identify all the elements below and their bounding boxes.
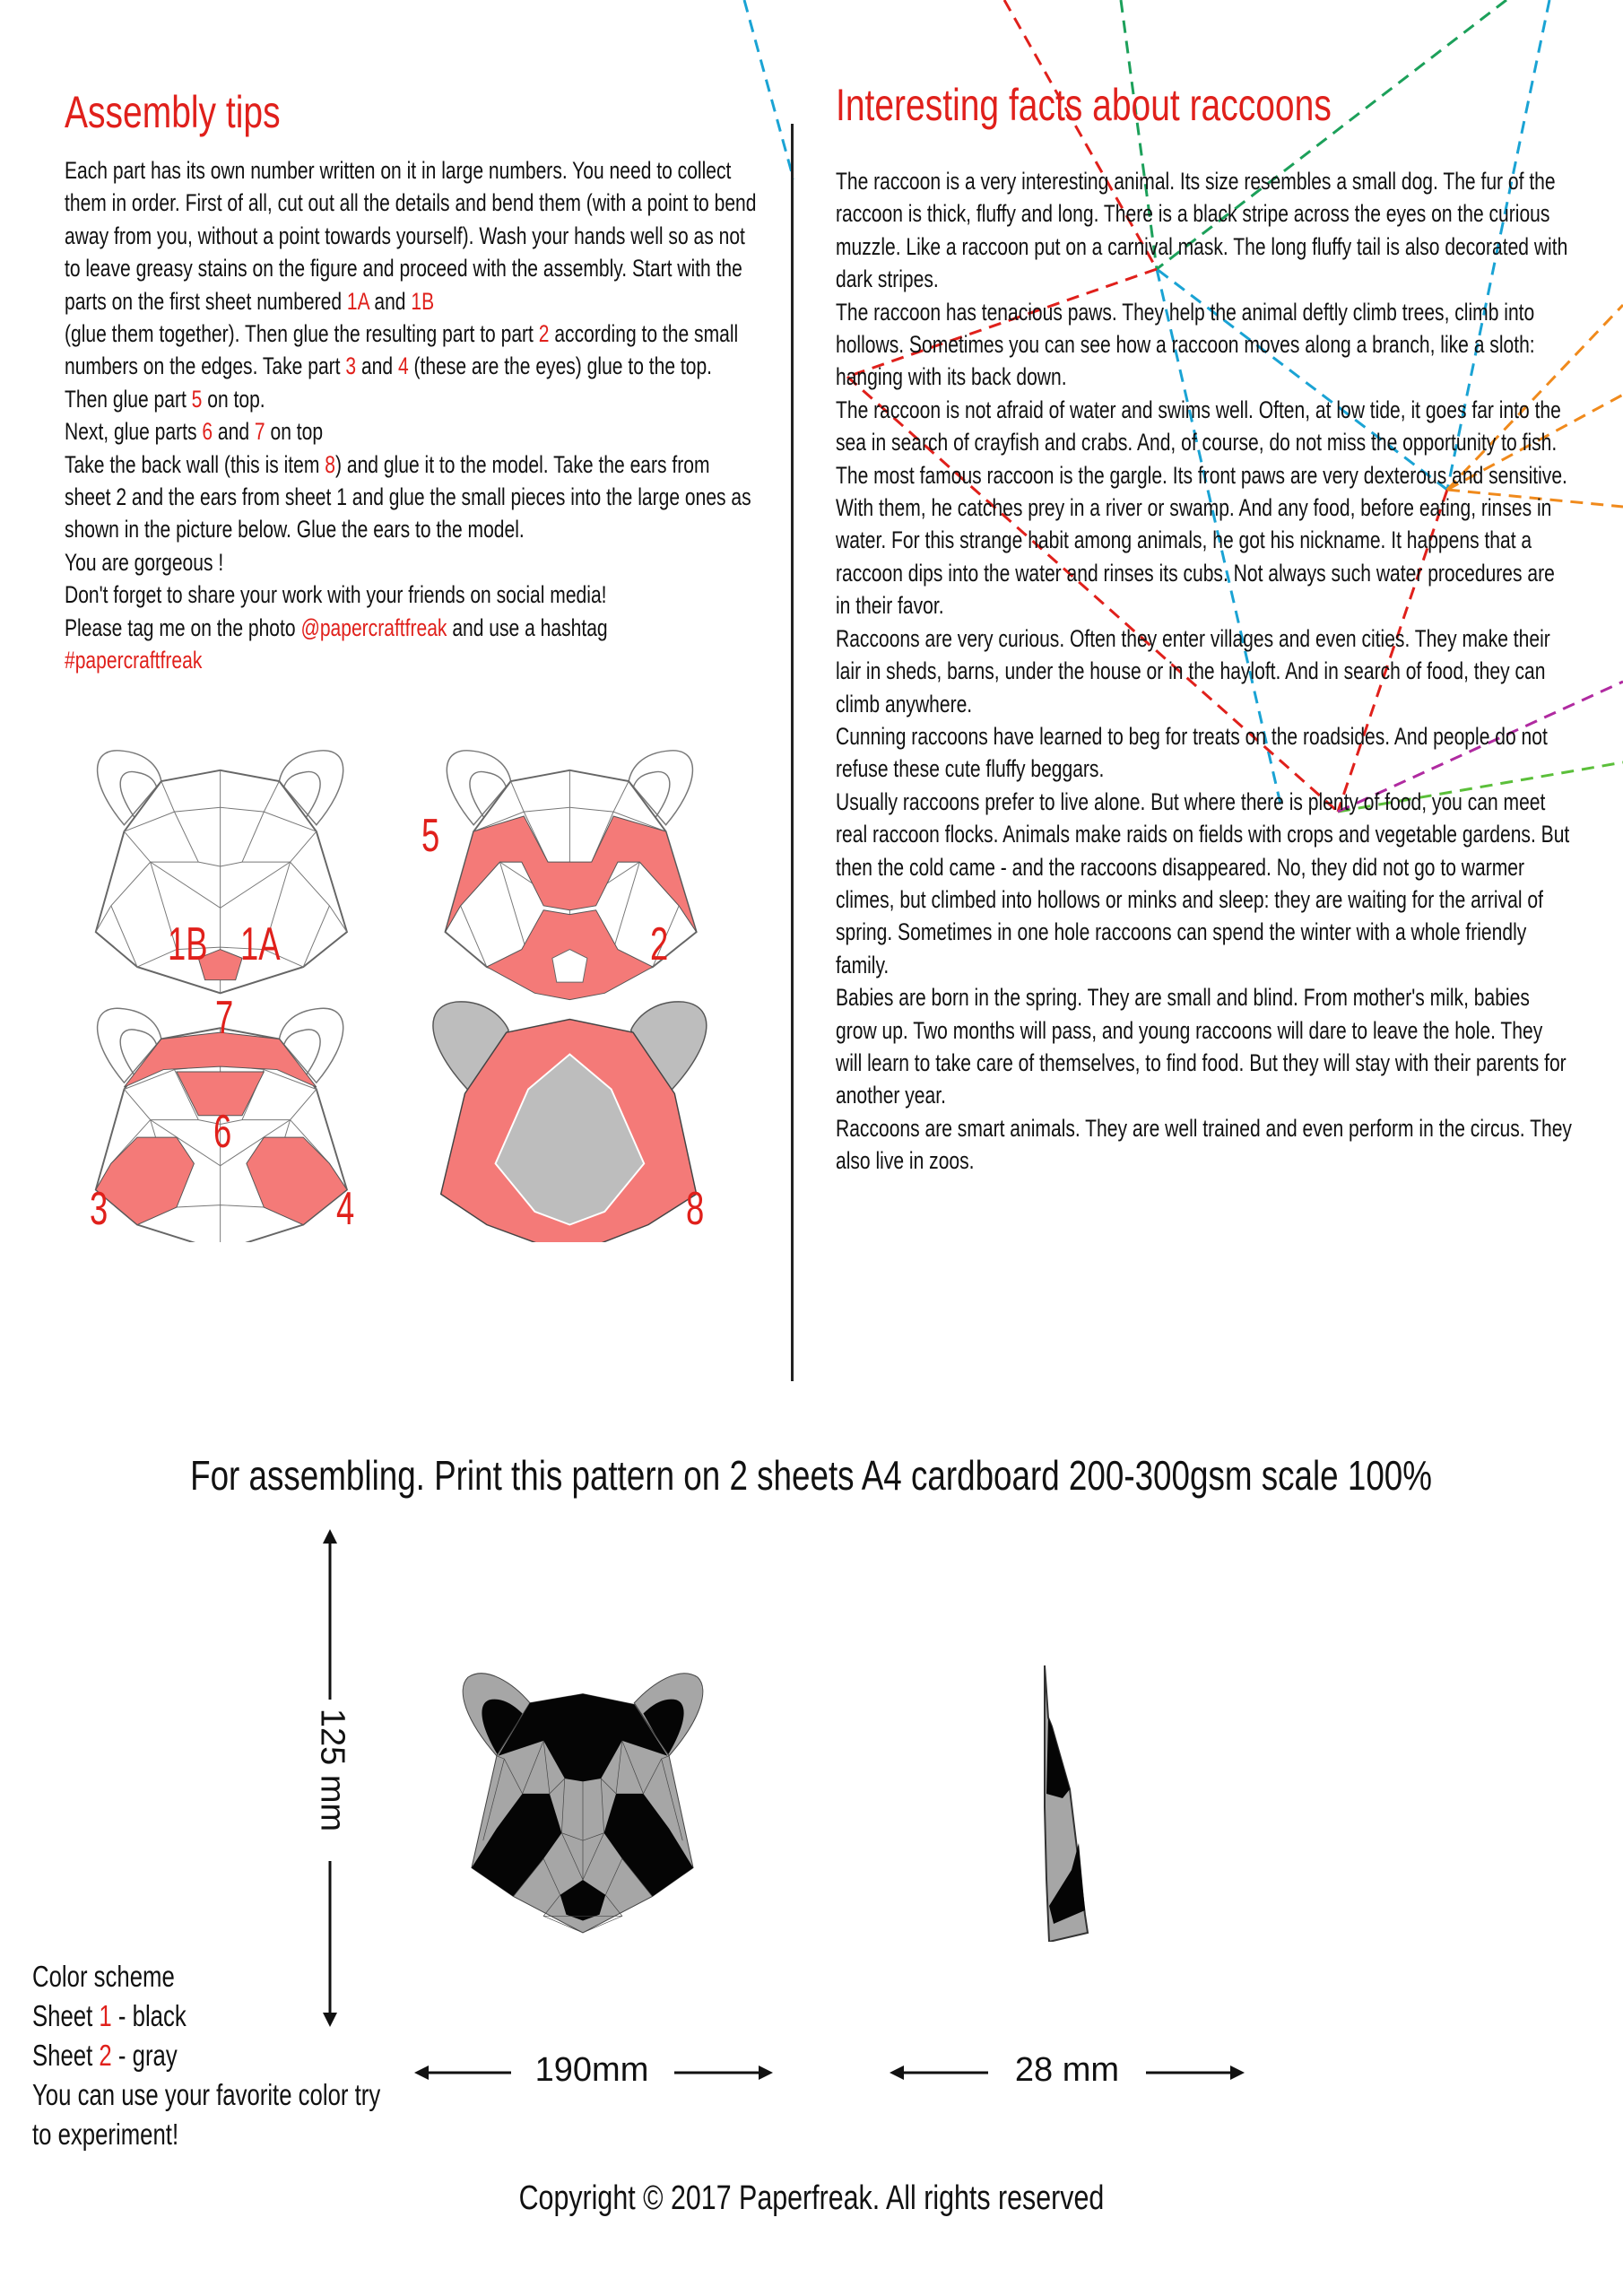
highlighted-number: 4	[397, 352, 409, 380]
label-part-3: 3	[90, 1183, 108, 1235]
instruction-paragraph	[65, 317, 757, 383]
label-part-6: 6	[213, 1106, 232, 1158]
text-segment: ) and glue it to the model. Take the ears from sheet 2 and the ears from sheet 1 and glue the small pieces into the large ones as shown in the picture below. Glue the ears to the model.	[65, 450, 751, 544]
diagram-part-8	[433, 1002, 707, 1242]
fact-paragraph: Raccoons are very curious. Often they enter villages and even cities. They make their lair in sheds, barns, under the house or in the hayloft. And in search of food, they can climb anywhere.	[836, 624, 1550, 718]
copyright-text: Copyright © 2017 Paperfreak. All rights reserved	[518, 2179, 1105, 2217]
text-segment: Then glue part	[65, 385, 192, 413]
text-segment: You are gorgeous !	[65, 548, 224, 576]
text-segment: (these are the eyes) glue to the top.	[408, 352, 713, 380]
sheet-1-color	[32, 1996, 396, 2036]
color-scheme	[32, 1957, 396, 2154]
raccoon-front-view	[386, 1668, 780, 1937]
label-part-8: 8	[686, 1183, 705, 1235]
fact-paragraph: Raccoons are smart animals. They are well trained and even perform in the circus. They also live in zoos.	[836, 1114, 1572, 1175]
highlighted-number: 1	[99, 1999, 112, 2032]
highlighted-number: 3	[345, 352, 357, 380]
text-segment: and	[369, 287, 412, 315]
instruction-paragraph	[65, 383, 757, 415]
highlighted-number: #papercraftfreak	[65, 647, 203, 674]
instruction-paragraph	[65, 154, 757, 317]
instruction-paragraph	[65, 612, 757, 644]
text-segment: - black	[111, 1999, 187, 2032]
text-segment: (glue them together). Then glue the resulting part to part	[65, 320, 539, 348]
text-segment: according to the small numbers on the edges. Take part	[65, 320, 739, 380]
text-segment: Sheet	[32, 2039, 100, 2072]
copyright	[0, 2179, 1623, 2218]
pattern-heading	[0, 1451, 1623, 1500]
color-scheme-note: You can use your favorite color try to experiment!	[32, 2078, 381, 2151]
assembly-instructions	[65, 154, 757, 677]
fact-paragraph: The most famous raccoon is the gargle. Its front paws are very dexterous and sensitive. With them, he catches prey in a river or swamp. And any food, before eating, rinses in water. For this strange habit among animals, he got his nickname. It happens that a raccoon dips into the water and rinses its cubs. Not always such water procedures are in their favor.	[836, 461, 1567, 620]
highlighted-number: 7	[254, 418, 265, 446]
instruction-paragraph	[65, 578, 757, 611]
text-segment: - gray	[111, 2039, 178, 2072]
instruction-paragraph	[65, 644, 757, 676]
assembly-tips-title: Assembly tips	[65, 87, 281, 137]
depth-label: 28 mm	[1014, 2051, 1120, 2089]
text-segment: Next, glue parts	[65, 418, 203, 446]
highlighted-number: 5	[191, 385, 203, 413]
instruction-paragraph	[65, 546, 757, 578]
text-segment: Take the back wall (this is item	[65, 450, 325, 478]
fact-paragraph: The raccoon is a very interesting animal. Its size resembles a small dog. The fur of the raccoon is thick, fluffy and long. There is a black stripe across the eyes on the curious muzzle. Like a raccoon put on a carnival mask. The long fluffy tail is also decorated with dark stripes.	[836, 168, 1568, 293]
label-part-7: 7	[215, 992, 234, 1044]
fact-paragraph: Cunning raccoons have learned to beg for treats on the roadsides. And people do not refuse these cute fluffy beggars.	[836, 722, 1548, 783]
label-part-5: 5	[421, 810, 440, 862]
column-divider	[791, 124, 794, 1381]
instruction-paragraph	[65, 448, 757, 546]
label-part-4: 4	[336, 1183, 355, 1235]
highlighted-number: 8	[325, 450, 335, 478]
fact-paragraph: The raccoon has tenacious paws. They help the animal deftly climb trees, climb into hollows. Sometimes you can see how a raccoon moves along a branch, like a sloth: hanging with its back down.	[836, 298, 1535, 391]
text-segment: Don't forget to share your work with your friends on social media!	[65, 581, 607, 609]
text-segment: on top	[265, 418, 324, 446]
label-part-1b: 1B	[168, 918, 208, 970]
text-segment: Each part has its own number written on it in large numbers. You need to collect them in order. First of all, cut out all the details and bend them (with a point to bend away from you, without a point towards yourself). Wash your hands well so as not to leave greasy stains on the figure and proceed with the assembly. Start with the parts on the first sheet numbered	[65, 157, 757, 315]
pattern-heading-text: For assembling. Print this pattern on 2 sheets A4 cardboard 200-300gsm scale 100%	[190, 1452, 1433, 1499]
height-label: 125 mm	[313, 1708, 352, 1832]
fact-paragraph: Babies are born in the spring. They are small and blind. From mother's milk, babies grow up. Two months will pass, and young raccoons will dare to leave the hole. They will learn to take care of themselves, to find food. But they will stay with their parents for another year.	[836, 984, 1567, 1109]
raccoon-side-view	[1036, 1664, 1107, 1942]
text-segment: and	[356, 352, 398, 380]
highlighted-number: @papercraftfreak	[300, 613, 447, 641]
text-segment: Sheet	[32, 1999, 100, 2032]
facts-title: Interesting facts about raccoons	[836, 80, 1332, 130]
highlighted-number: 2	[99, 2039, 112, 2072]
highlighted-number: 1B	[411, 287, 435, 315]
text-segment: and use a hashtag	[447, 613, 608, 641]
sheet-2-color	[32, 2036, 396, 2075]
highlighted-number: 1A	[346, 287, 369, 315]
fact-paragraph: Usually raccoons prefer to live alone. But where there is plenty of food, you can meet real raccoon flocks. Animals make raids on fields with crops and vegetable gardens. But then the cold came - and the raccoons disappeared. No, they did not go to warmer climes, but climbed into hollows or minks and sleep: they are waiting for the arrival of spring. Sometimes in one hole raccoons can spend the winter with a whole friendly family.	[836, 787, 1570, 978]
facts-text	[836, 165, 1574, 1178]
color-scheme-title: Color scheme	[32, 1960, 175, 1993]
diagram-parts-1a-1b	[96, 751, 347, 993]
text-segment: and	[213, 418, 255, 446]
instruction-paragraph	[65, 415, 757, 448]
highlighted-number: 2	[538, 320, 550, 348]
label-part-1a: 1A	[240, 918, 281, 970]
width-label: 190mm	[534, 2051, 649, 2089]
text-segment: Please tag me on the photo	[65, 613, 301, 641]
highlighted-number: 6	[202, 418, 213, 446]
label-part-2: 2	[650, 918, 669, 970]
fact-paragraph: The raccoon is not afraid of water and swims well. Often, at low tide, it goes far into the sea in search of crayfish and crabs. And, of course, do not miss the opportunity to fish.	[836, 396, 1561, 457]
text-segment: on top.	[202, 385, 265, 413]
assembly-diagrams	[72, 731, 753, 1242]
